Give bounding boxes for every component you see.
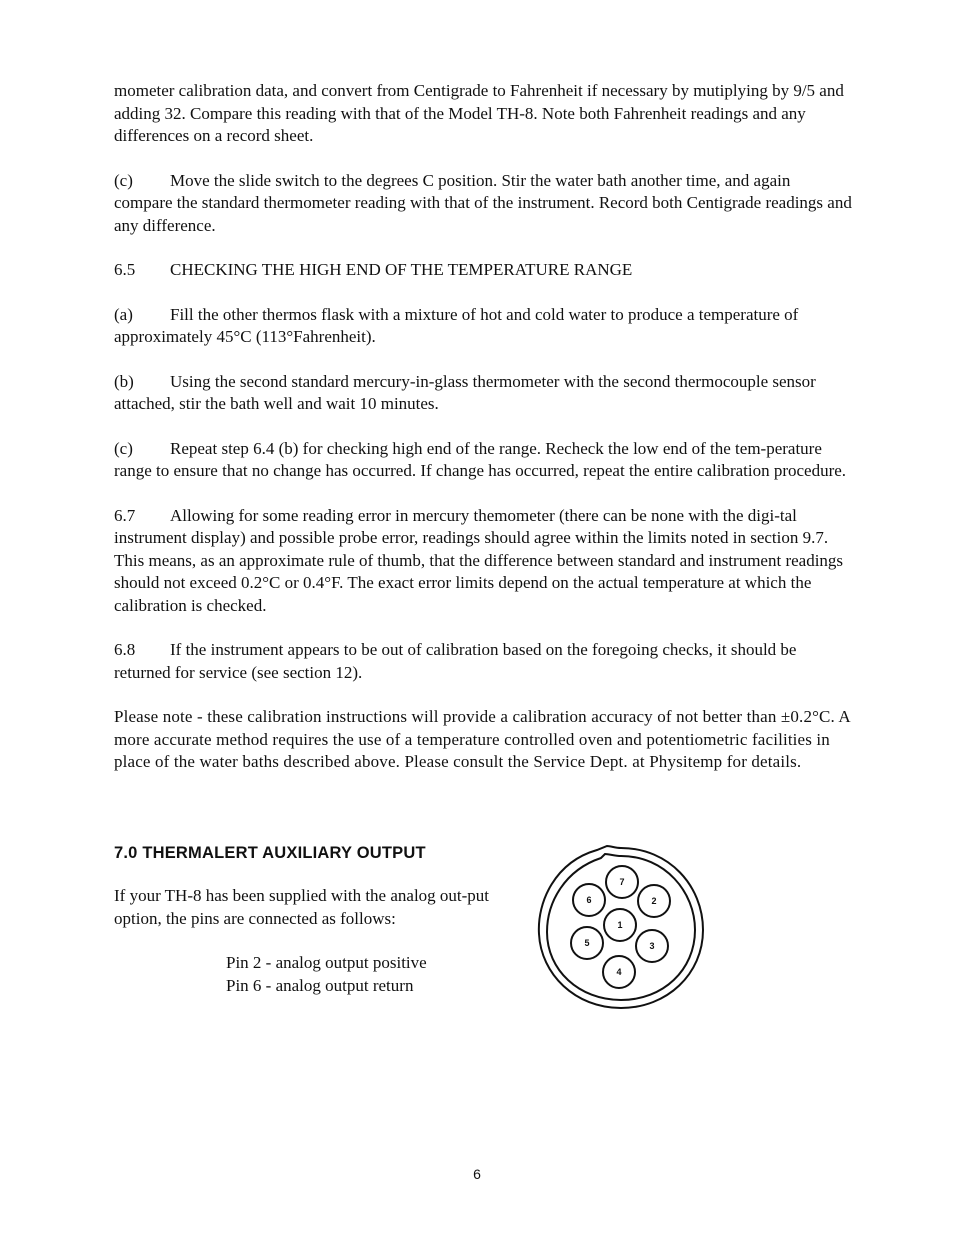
section-7-heading: 7.0 THERMALERT AUXILIARY OUTPUT <box>114 844 426 862</box>
page-number: 6 <box>473 1166 481 1182</box>
page-body <box>114 80 852 796</box>
paragraph-step-c-centigrade <box>114 170 852 238</box>
connector-pinout-diagram <box>535 842 707 1014</box>
pin-label-2: 2 <box>651 896 657 906</box>
section-7-auxiliary-output <box>114 844 534 997</box>
section-6-5-heading <box>114 259 852 282</box>
pin-label-4: 4 <box>616 967 622 977</box>
paragraph-step-b-thermometer <box>114 371 852 416</box>
step-label: (c) <box>114 438 133 458</box>
section-number: 6.7 <box>114 505 136 525</box>
paragraph-step-c-repeat <box>114 438 852 483</box>
pin-label-1: 1 <box>617 920 623 930</box>
section-text: Allowing for some reading error in mercury themometer (there can be none with the digi-tal instrument display) and possible probe error, readings should agree within the limits noted in section 9.7. This means, as an approximate rule of thumb, that the difference between standard and instrument readings should not exceed 0.2°C or 0.4°F. The exact error limits depend on the actual temperature at which the calibration is checked. <box>114 505 844 615</box>
paragraph-please-note: Please note - these calibration instructions will provide a calibration accuracy of not better than ±0.2°C. A more accurate method requires the use of a temperature controlled oven and potentiometric facilities in place of the water baths described above. Please consult the Service Dept. at Physitemp for details. <box>114 707 850 771</box>
paragraph-6-7-error-limits <box>114 505 852 618</box>
pin-6-description: Pin 6 - analog output return <box>226 975 414 995</box>
section-number: 6.5 <box>114 260 136 279</box>
pin-label-7: 7 <box>619 877 625 887</box>
section-number: 6.8 <box>114 640 136 659</box>
pin-list <box>226 952 534 997</box>
step-label: (c) <box>114 170 133 190</box>
auxiliary-intro-text: If your TH-8 has been supplied with the analog out-put option, the pins are connected as follows: <box>114 886 490 928</box>
paragraph-step-a-fill-flask <box>114 304 852 349</box>
paragraph-6-8-service <box>114 639 852 684</box>
paragraph-calibration-data: mometer calibration data, and convert from Centigrade to Fahrenheit if necessary by mutiplying by 9/5 and adding 32. Compare this reading with that of the Model TH-8. Note both Fahrenheit readings and any differences on a record sheet. <box>114 81 844 145</box>
step-text: Using the second standard mercury-in-glass thermometer with the second thermocouple sensor attached, stir the bath well and wait 10 minutes. <box>114 371 816 413</box>
section-text: If the instrument appears to be out of calibration based on the foregoing checks, it should be returned for service (see section 12). <box>114 640 797 682</box>
step-text: Move the slide switch to the degrees C position. Stir the water bath another time, and again compare the standard thermometer reading with that of the instrument. Record both Centigrade readings and any difference. <box>114 170 852 235</box>
pin-label-3: 3 <box>649 941 655 951</box>
step-text: Repeat step 6.4 (b) for checking high end of the range. Recheck the low end of the tem-perature range to ensure that no change has occurred. If change has occurred, repeat the entire calibration procedure. <box>114 438 847 480</box>
step-text: Fill the other thermos flask with a mixture of hot and cold water to produce a temperature of approximately 45°C (113°Fahrenheit). <box>114 304 799 346</box>
step-label: (a) <box>114 304 133 324</box>
step-label: (b) <box>114 371 134 391</box>
pin-2-description: Pin 2 - analog output positive <box>226 953 427 972</box>
pin-label-6: 6 <box>586 895 592 905</box>
pin-label-5: 5 <box>584 938 590 948</box>
section-title: CHECKING THE HIGH END OF THE TEMPERATURE RANGE <box>170 260 633 279</box>
